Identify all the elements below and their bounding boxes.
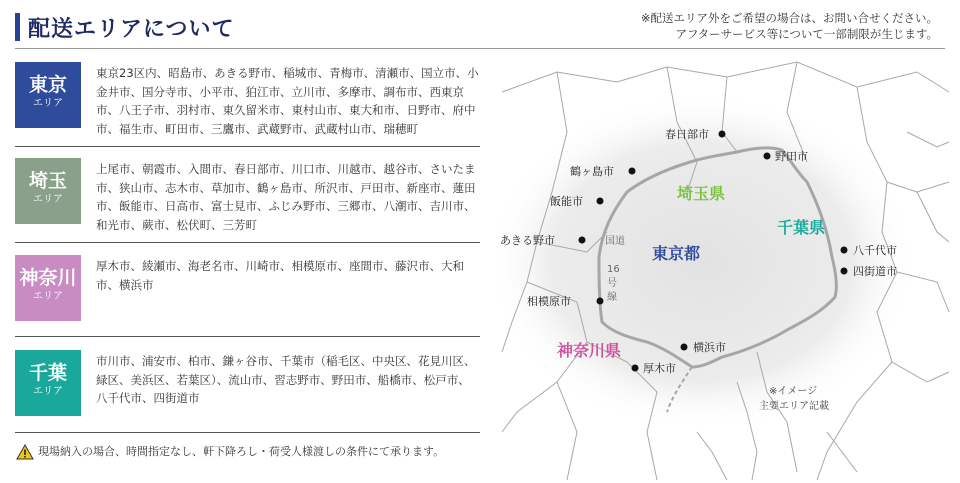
city-marker [597,298,604,305]
city-label-kasukabe: 春日部市 [665,128,709,141]
area-badge-tokyo [15,62,81,128]
header-divider [15,48,945,49]
city-label-atsugi: 厚木市 [643,362,676,375]
city-marker [764,153,771,160]
map-label-chiba: 千葉県 [777,218,826,237]
footnote [16,443,444,460]
area-name: 千葉 [28,362,67,384]
city-marker [841,268,848,275]
city-marker [719,131,726,138]
area-cities-kanagawa: 厚木市、綾瀬市、海老名市、川崎市、相模原市、座間市、藤沢市、大和市、横浜市 [96,259,464,292]
divider [15,336,480,337]
city-label-akiruno: あきる野市 [500,234,555,247]
city-label-yachiyo: 八千代市 [853,244,897,257]
area-saitama [15,158,480,238]
area-name: 埼玉 [28,170,67,192]
city-label-tsurugashima: 鶴ヶ島市 [570,165,614,178]
area-cities-chiba: 市川市、浦安市、柏市、鎌ヶ谷市、千葉市（稲毛区、中央区、花見川区、緑区、美浜区、若葉区）、流山市、習志野市、野田市、船橋市、松戸市、八千代市、四街道市 [96,354,476,405]
divider [15,432,480,433]
title-accent-bar [15,13,20,41]
map-glow [497,92,917,432]
page-title: 配送エリアについて [28,17,235,42]
divider [15,242,480,243]
area-badge-chiba [15,350,81,416]
notice-line-2: アフターサービス等について一部制限が生じます。 [675,27,938,41]
route-label-char: 線 [607,292,617,303]
city-label-yokohama: 横浜市 [693,341,726,354]
map-label-kanagawa: 神奈川県 [557,341,622,360]
notice [641,10,938,42]
area-sub: エリア [33,194,63,205]
city-marker [681,344,688,351]
route-label-char: 16 [607,264,620,275]
area-name: 神奈川 [19,267,77,289]
area-name: 東京 [28,74,67,96]
area-tokyo [15,62,480,142]
header [0,0,960,52]
city-label-hanno: 飯能市 [550,195,583,208]
city-marker [597,198,604,205]
divider [15,146,480,147]
area-chiba [15,350,480,430]
city-marker [579,237,586,244]
notice-line-1: ※配送エリア外をご希望の場合は、お問い合せください。 [640,11,938,25]
city-marker [632,365,639,372]
delivery-area-map [497,52,950,480]
city-marker [841,247,848,254]
city-label-yotsukaido: 四街道市 [853,265,897,278]
route-label-char: 号 [607,278,617,289]
city-marker [629,168,636,175]
map-note-line-1: ※イメージ [769,386,818,397]
area-badge-kanagawa [15,255,81,321]
map-note-line-2: 主要エリア記載 [759,401,829,412]
map-label-tokyo: 東京都 [652,244,701,263]
warning-icon [16,444,34,460]
area-sub: エリア [33,386,63,397]
area-cities-tokyo: 東京23区内、昭島市、あきる野市、稲城市、青梅市、清瀬市、国立市、小金井市、国分寺市、小平市、狛江市、立川市、多摩市、調布市、西東京市、八王子市、羽村市、東久留米市、東村山市、東大和市、日野市、府中市、福生市、町田市、三鷹市、武蔵野市、武蔵村山市、瑞穂町 [96,66,479,136]
area-kanagawa [15,255,480,325]
area-badge-saitama [15,158,81,224]
area-sub: エリア [33,98,63,109]
city-label-noda: 野田市 [775,150,808,163]
area-sub: エリア [33,291,63,302]
route-label-char: 国道 [605,236,625,247]
footnote-text: 現場納入の場合、時間指定なし、軒下降ろし・荷受人様渡しの条件にて承ります。 [38,445,445,458]
map-label-saitama: 埼玉県 [677,184,726,203]
city-label-sagamihara: 相模原市 [527,295,571,308]
area-cities-saitama: 上尾市、朝霞市、入間市、春日部市、川口市、川越市、越谷市、さいたま市、狭山市、志木市、草加市、鶴ヶ島市、所沢市、戸田市、新座市、蓮田市、飯能市、日高市、富士見市、ふじみ野市、三郷市、八潮市、吉川市、和光市、蕨市、松伏町、三芳町 [96,162,476,232]
